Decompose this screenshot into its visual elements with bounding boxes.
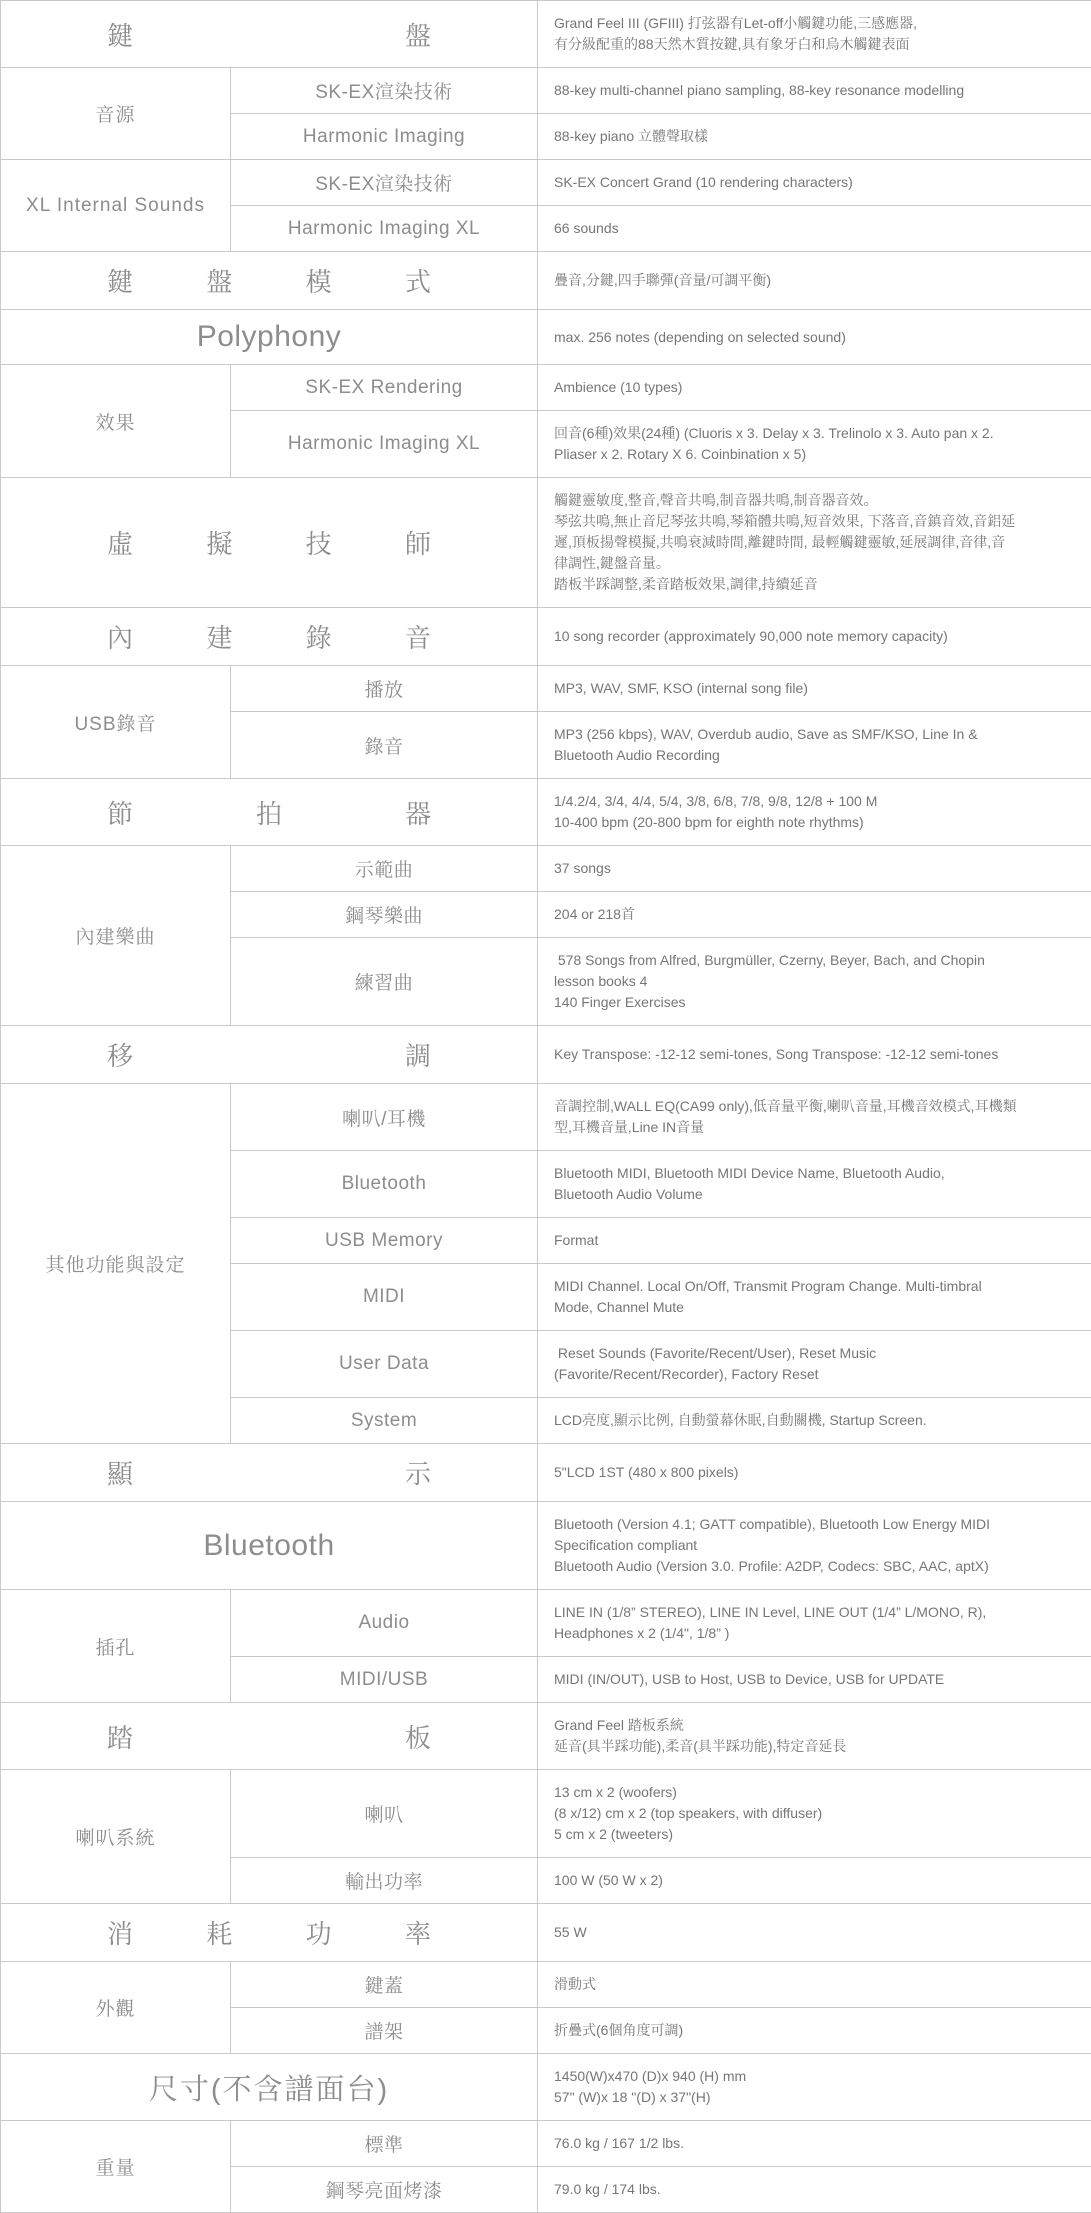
sub-midi-usb: MIDI/USB <box>231 1657 538 1703</box>
table-row <box>1 478 1091 608</box>
sub-harmonic-imaging-xl: Harmonic Imaging XL <box>231 206 538 252</box>
table-row <box>1 1962 1091 2008</box>
sub-harmonic-imaging-xl: Harmonic Imaging XL <box>231 411 538 478</box>
value-cell: MP3 (256 kbps), WAV, Overdub audio, Save as SMF/KSO, Line In & Bluetooth Audio Recording <box>538 712 1091 779</box>
heading-internal-recorder: 內 建 錄 音 <box>1 608 538 666</box>
heading-pedals: 踏 板 <box>1 1703 538 1770</box>
value-cell: 204 or 218首 <box>538 892 1091 938</box>
table-row <box>1 310 1091 365</box>
table-row <box>1 608 1091 666</box>
group-effects: 效果 <box>1 365 231 478</box>
value-cell: 13 cm x 2 (woofers) (8 x/12) cm x 2 (top speakers, with diffuser) 5 cm x 2 (tweeters) <box>538 1770 1091 1858</box>
table-row <box>1 1084 1091 1151</box>
value-cell: 5"LCD 1ST (480 x 800 pixels) <box>538 1444 1091 1502</box>
sub-bluetooth: Bluetooth <box>231 1151 538 1218</box>
sub-polished-finish: 鋼琴亮面烤漆 <box>231 2167 538 2213</box>
value-cell: 滑動式 <box>538 1962 1091 2008</box>
value-cell: 578 Songs from Alfred, Burgmüller, Czerny, Beyer, Bach, and Chopin lesson books 4 140 Finger Exercises <box>538 938 1091 1026</box>
value-cell: Bluetooth (Version 4.1; GATT compatible), Bluetooth Low Energy MIDI Specification compliant Bluetooth Audio (Version 3.0. Profile: A2DP, Codecs: SBC, AAC, aptX) <box>538 1502 1091 1590</box>
value-cell: 66 sounds <box>538 206 1091 252</box>
heading-power-consumption: 消 耗 功 率 <box>1 1904 538 1962</box>
table-row <box>1 2121 1091 2167</box>
value-cell: 1/4.2/4, 3/4, 4/4, 5/4, 3/8, 6/8, 7/8, 9/8, 12/8 + 100 M 10-400 bpm (20-800 bpm for eighth note rhythms) <box>538 779 1091 846</box>
table-row <box>1 365 1091 411</box>
value-cell: MIDI (IN/OUT), USB to Host, USB to Device, USB for UPDATE <box>538 1657 1091 1703</box>
sub-system: System <box>231 1398 538 1444</box>
value-cell: 1450(W)x470 (D)x 940 (H) mm 57" (W)x 18 "(D) x 37"(H) <box>538 2054 1091 2121</box>
value-cell: 79.0 kg / 174 lbs. <box>538 2167 1091 2213</box>
value-cell: Grand Feel III (GFIII) 打弦器有Let-off小觸鍵功能,三感應器, 有分級配重的88天然木質按鍵,具有象牙白和烏木觸鍵表面 <box>538 1 1091 68</box>
group-xl-internal-sounds: XL Internal Sounds <box>1 160 231 252</box>
value-cell: Bluetooth MIDI, Bluetooth MIDI Device Name, Bluetooth Audio, Bluetooth Audio Volume <box>538 1151 1091 1218</box>
sub-lesson-songs: 練習曲 <box>231 938 538 1026</box>
heading-display: 顯 示 <box>1 1444 538 1502</box>
group-internal-songs: 內建樂曲 <box>1 846 231 1026</box>
value-cell: SK-EX Concert Grand (10 rendering characters) <box>538 160 1091 206</box>
spec-table-body <box>1 1 1091 2213</box>
table-row <box>1 1 1091 68</box>
table-row <box>1 1904 1091 1962</box>
table-row <box>1 1026 1091 1084</box>
sub-speakers: 喇叭 <box>231 1770 538 1858</box>
heading-dimensions: 尺寸(不含譜面台) <box>1 2054 538 2121</box>
value-cell: 疊音,分鍵,四手聯彈(音量/可調平衡) <box>538 252 1091 310</box>
value-cell: 88-key multi-channel piano sampling, 88-key resonance modelling <box>538 68 1091 114</box>
value-cell: 55 W <box>538 1904 1091 1962</box>
value-cell: MIDI Channel. Local On/Off, Transmit Program Change. Multi-timbral Mode, Channel Mute <box>538 1264 1091 1331</box>
table-row <box>1 1770 1091 1858</box>
value-cell: 音調控制,WALL EQ(CA99 only),低音量平衡,喇叭音量,耳機音效模式,耳機類 型,耳機音量,Line IN音量 <box>538 1084 1091 1151</box>
sub-standard: 標準 <box>231 2121 538 2167</box>
sub-key-cover: 鍵蓋 <box>231 1962 538 2008</box>
heading-keyboard-modes: 鍵 盤 模 式 <box>1 252 538 310</box>
table-row <box>1 779 1091 846</box>
sub-harmonic-imaging: Harmonic Imaging <box>231 114 538 160</box>
sub-audio: Audio <box>231 1590 538 1657</box>
table-row <box>1 1590 1091 1657</box>
table-row <box>1 252 1091 310</box>
value-cell: 76.0 kg / 167 1/2 lbs. <box>538 2121 1091 2167</box>
sub-sk-ex-rendering-tech: SK-EX渲染技術 <box>231 160 538 206</box>
heading-virtual-technician: 虛 擬 技 師 <box>1 478 538 608</box>
sub-music-rest: 譜架 <box>231 2008 538 2054</box>
heading-metronome: 節 拍 器 <box>1 779 538 846</box>
heading-keyboard: 鍵 盤 <box>1 1 538 68</box>
sub-sk-ex-rendering: SK-EX Rendering <box>231 365 538 411</box>
group-sound-source: 音源 <box>1 68 231 160</box>
table-row <box>1 666 1091 712</box>
group-speaker-system: 喇叭系統 <box>1 1770 231 1904</box>
value-cell: 折疊式(6個角度可調) <box>538 2008 1091 2054</box>
value-cell: Format <box>538 1218 1091 1264</box>
group-appearance: 外觀 <box>1 1962 231 2054</box>
group-usb-recording: USB錄音 <box>1 666 231 779</box>
table-row <box>1 1703 1091 1770</box>
value-cell: Reset Sounds (Favorite/Recent/User), Reset Music (Favorite/Recent/Recorder), Factory Reset <box>538 1331 1091 1398</box>
group-other-functions: 其他功能與設定 <box>1 1084 231 1444</box>
sub-sk-ex-rendering-tech: SK-EX渲染技術 <box>231 68 538 114</box>
value-cell: Grand Feel 踏板系統 延音(具半踩功能),柔音(具半踩功能),特定音延長 <box>538 1703 1091 1770</box>
value-cell: Ambience (10 types) <box>538 365 1091 411</box>
sub-midi: MIDI <box>231 1264 538 1331</box>
heading-polyphony: Polyphony <box>1 310 538 365</box>
table-row <box>1 1444 1091 1502</box>
value-cell: 回音(6種)效果(24種) (Cluoris x 3. Delay x 3. Trelinolo x 3. Auto pan x 2. Pliaser x 2. Rotary X 6. Coinbination x 5) <box>538 411 1091 478</box>
group-jacks: 插孔 <box>1 1590 231 1703</box>
value-cell: LINE IN (1/8” STEREO), LINE IN Level, LINE OUT (1/4” L/MONO, R), Headphones x 2 (1/4", 1/8” ) <box>538 1590 1091 1657</box>
value-cell: 100 W (50 W x 2) <box>538 1858 1091 1904</box>
value-cell: 觸鍵靈敏度,整音,聲音共鳴,制音器共鳴,制音器音效。 琴弦共鳴,無止音尼琴弦共鳴,琴箱體共鳴,短音效果, 下落音,音鎮音效,音鋁延 遲,頂板揚聲模擬,共鳴衰減時間,離鍵時間, 最輕觸鍵靈敏,延展調律,音律,音 律調性,鍵盤音量。 踏板半踩調整,柔音踏板效果,調律,持續延音 <box>538 478 1091 608</box>
sub-demo-songs: 示範曲 <box>231 846 538 892</box>
value-cell: LCD亮度,顯示比例, 自動螢幕休眠,自動關機, Startup Screen. <box>538 1398 1091 1444</box>
sub-piano-music: 鋼琴樂曲 <box>231 892 538 938</box>
sub-usb-memory: USB Memory <box>231 1218 538 1264</box>
value-cell: Key Transpose: -12-12 semi-tones, Song Transpose: -12-12 semi-tones <box>538 1026 1091 1084</box>
value-cell: 10 song recorder (approximately 90,000 note memory capacity) <box>538 608 1091 666</box>
table-row <box>1 846 1091 892</box>
table-row <box>1 68 1091 114</box>
sub-playback: 播放 <box>231 666 538 712</box>
sub-recording: 錄音 <box>231 712 538 779</box>
value-cell: MP3, WAV, SMF, KSO (internal song file) <box>538 666 1091 712</box>
value-cell: 88-key piano 立體聲取樣 <box>538 114 1091 160</box>
value-cell: max. 256 notes (depending on selected sound) <box>538 310 1091 365</box>
group-weight: 重量 <box>1 2121 231 2213</box>
sub-speaker-headphone: 喇叭/耳機 <box>231 1084 538 1151</box>
table-row <box>1 1502 1091 1590</box>
sub-output-power: 輸出功率 <box>231 1858 538 1904</box>
heading-bluetooth: Bluetooth <box>1 1502 538 1590</box>
table-row <box>1 2054 1091 2121</box>
value-cell: 37 songs <box>538 846 1091 892</box>
table-row <box>1 160 1091 206</box>
sub-user-data: User Data <box>231 1331 538 1398</box>
heading-transpose: 移 調 <box>1 1026 538 1084</box>
